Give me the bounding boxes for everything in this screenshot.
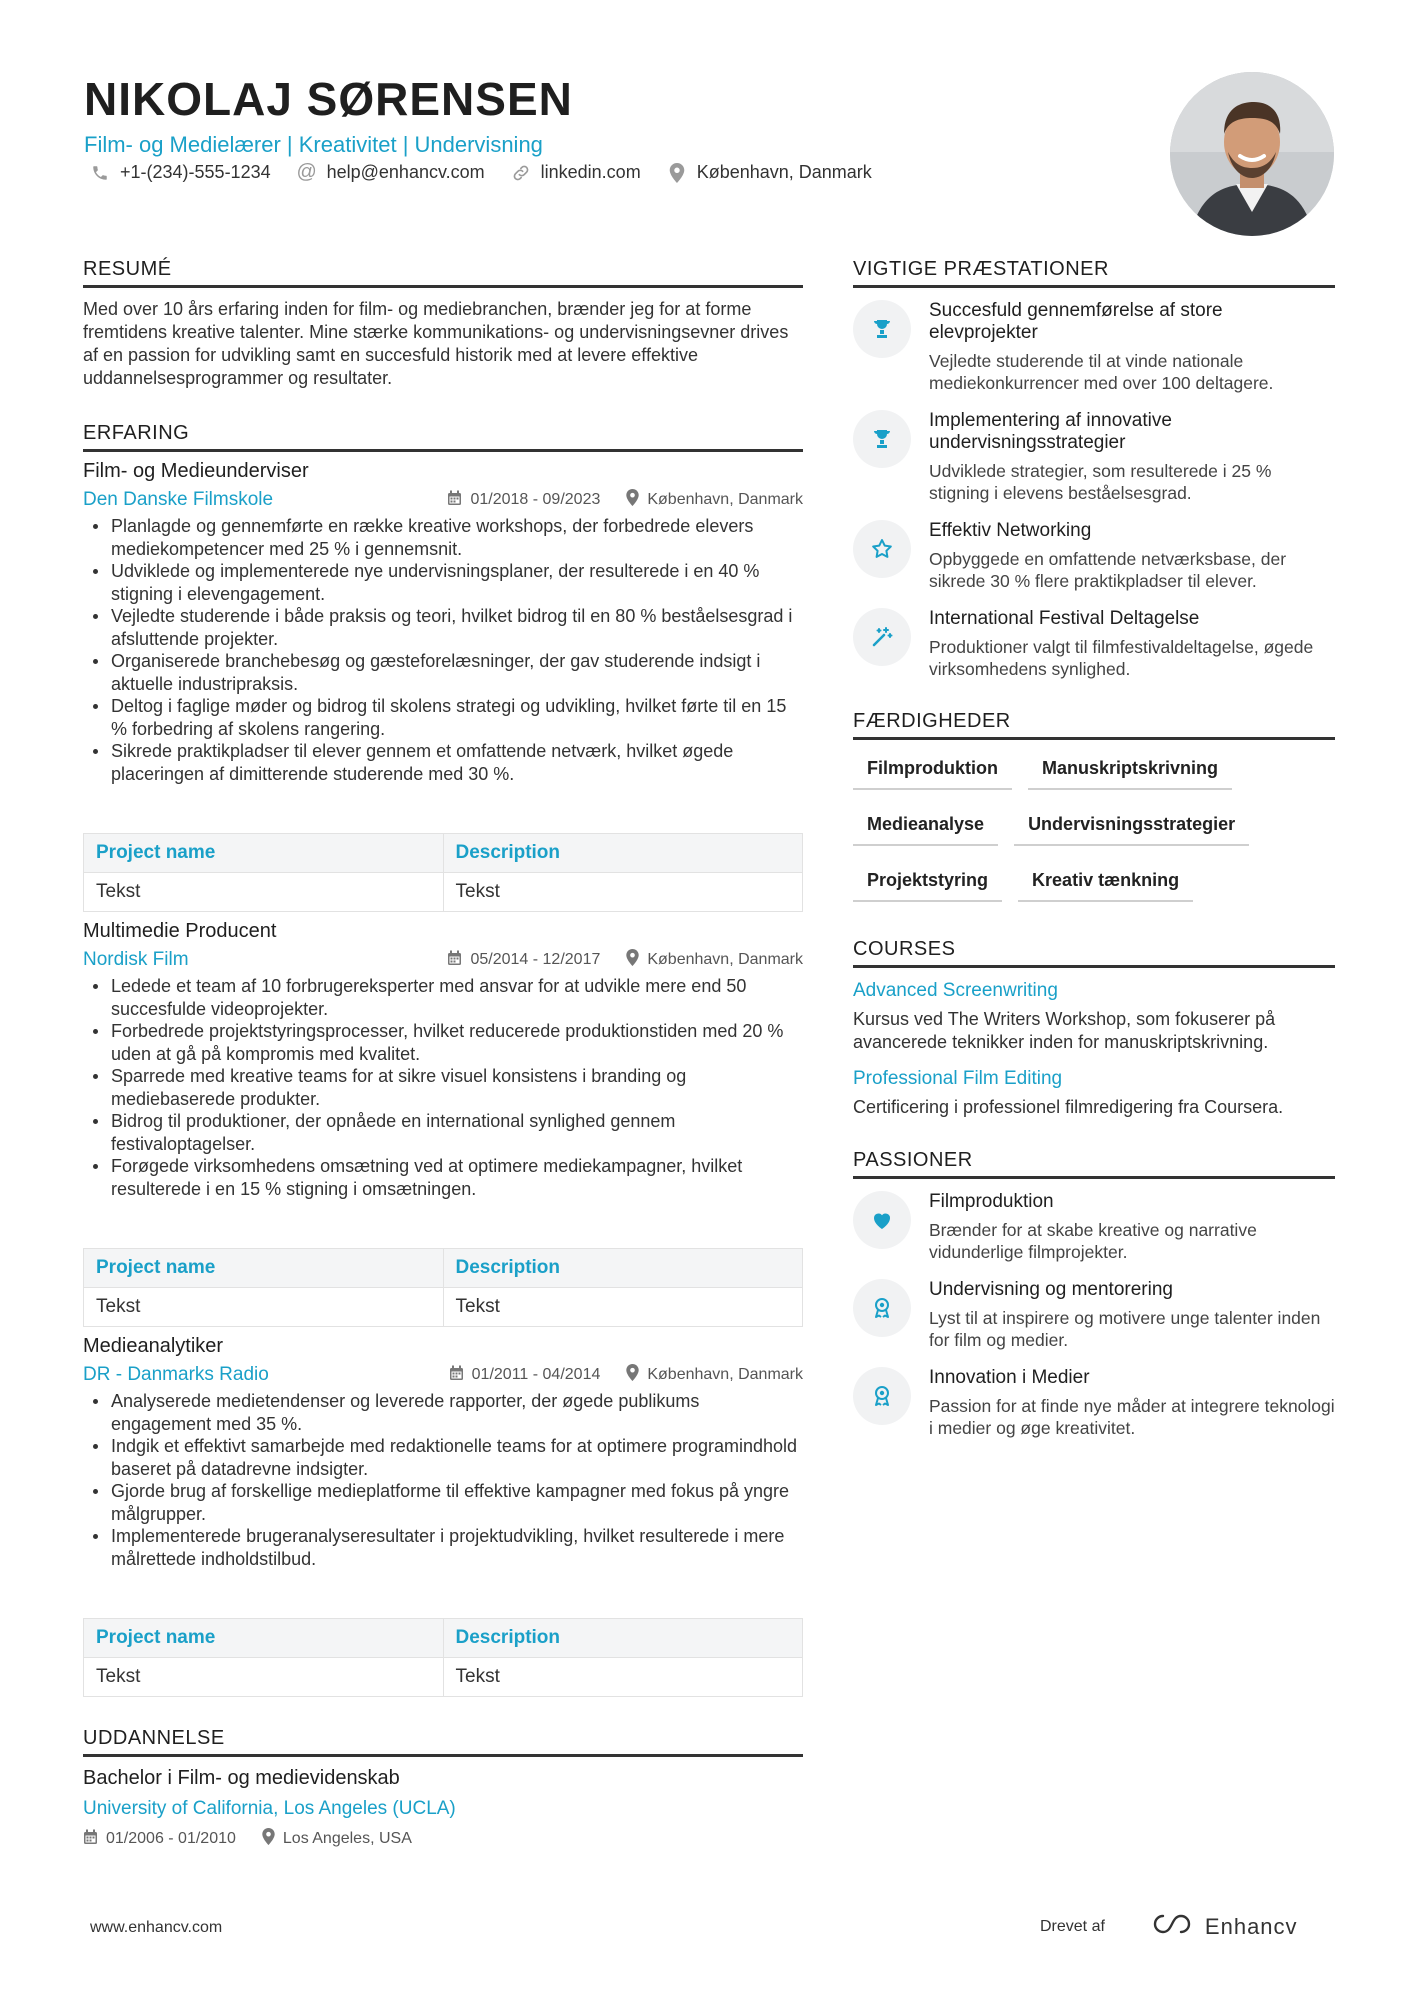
left-column (83, 258, 803, 1850)
job-dates-text: 01/2018 - 09/2023 (470, 491, 601, 508)
passion-desc: Lyst til at inspirere og motivere unge talenter inden for film og medier. (929, 1308, 1321, 1350)
magic-wand-icon (853, 608, 911, 666)
education-location (262, 1828, 412, 1850)
achievement-desc: Opbyggede en omfattende netværksbase, der sikrede 30 % flere praktikpladser til elever. (929, 549, 1287, 591)
project-table-header (84, 1619, 803, 1658)
section-title-passions: PASSIONER (853, 1149, 1335, 1179)
job-bullets (83, 515, 803, 785)
section-title-skills: FÆRDIGHEDER (853, 710, 1335, 740)
job-bullet: Planlagde og gennemførte en række kreative workshops, der forbedrede elevers mediekompetencer med 25 % i gennemsnit. (83, 515, 803, 560)
section-title-education: UDDANNELSE (83, 1727, 803, 1757)
job-role: Medieanalytiker (83, 1335, 224, 1357)
description-header: Description (443, 1619, 803, 1658)
education-meta (83, 1828, 803, 1850)
experience-entry (83, 1335, 803, 1697)
section-title-experience: ERFARING (83, 422, 803, 452)
job-meta (83, 489, 803, 511)
calendar-icon (447, 950, 462, 971)
location-pin-icon (626, 1364, 639, 1386)
location-pin-icon (626, 489, 639, 511)
skills-list (853, 754, 1335, 902)
skill-tag: Manuskriptskrivning (1028, 754, 1232, 790)
achievement-item (853, 608, 1335, 680)
passion-title: Undervisning og mentorering (929, 1279, 1173, 1300)
passion-text (929, 1279, 1335, 1351)
job-bullet: Sparrede med kreative teams for at sikre visuel konsistens i branding og mediebaserede produkter. (83, 1065, 803, 1110)
job-company: Nordisk Film (83, 949, 189, 970)
description-cell: Tekst (443, 873, 803, 912)
contact-phone (90, 162, 271, 183)
job-role: Film- og Medieunderviser (83, 460, 309, 482)
achievement-text (929, 410, 1335, 504)
contact-email[interactable] (297, 162, 485, 183)
job-location-text: København, Danmark (647, 1366, 803, 1383)
course-title: Professional Film Editing (853, 1068, 1063, 1089)
passion-item (853, 1279, 1335, 1351)
footer-brand-area (1040, 1912, 1298, 1942)
course-title: Advanced Screenwriting (853, 980, 1058, 1001)
project-table (83, 1618, 803, 1697)
profile-photo (1170, 72, 1334, 236)
job-dates-text: 01/2011 - 04/2014 (471, 1366, 601, 1383)
passion-item (853, 1367, 1335, 1439)
contact-location (667, 162, 872, 183)
location-pin-icon (262, 1828, 275, 1850)
job-location-text: København, Danmark (647, 491, 803, 508)
passion-item (853, 1191, 1335, 1263)
skill-tag: Kreativ tænkning (1018, 866, 1193, 902)
education-location-text: Los Angeles, USA (282, 1830, 412, 1847)
achievement-item (853, 410, 1335, 504)
job-location-text: København, Danmark (647, 951, 803, 968)
description-header: Description (443, 1249, 803, 1288)
job-bullets (83, 975, 803, 1200)
experience-entry (83, 460, 803, 912)
phone-icon (90, 163, 110, 183)
calendar-icon (83, 1829, 98, 1850)
at-icon: @ (296, 161, 317, 183)
project-name-cell: Tekst (84, 1658, 444, 1697)
achievement-title: International Festival Deltagelse (929, 608, 1200, 629)
footer-website[interactable]: www.enhancv.com (90, 1919, 223, 1936)
link-icon (511, 163, 531, 183)
description-cell: Tekst (443, 1288, 803, 1327)
job-meta-details (447, 949, 803, 971)
heart-icon (853, 1191, 911, 1249)
job-meta-details (449, 1364, 803, 1386)
job-bullet: Organiserede branchebesøg og gæsteforelæsninger, der gav studerende indsigt i aktuelle industripraksis. (83, 650, 803, 695)
project-table (83, 1248, 803, 1327)
award-icon (853, 1367, 911, 1425)
contact-linkedin[interactable] (511, 162, 641, 183)
achievement-text (929, 300, 1335, 394)
job-bullet: Gjorde brug af forskellige medieplatforme til effektive kampagner med fokus på yngre målgrupper. (83, 1480, 803, 1525)
passion-title: Filmproduktion (929, 1191, 1054, 1212)
achievement-title: Effektiv Networking (929, 520, 1092, 541)
skill-tag: Undervisningsstrategier (1014, 810, 1249, 846)
education-dates (83, 1829, 236, 1850)
skill-tag: Projektstyring (853, 866, 1002, 902)
job-dates-text: 05/2014 - 12/2017 (470, 951, 601, 968)
passion-title: Innovation i Medier (929, 1367, 1090, 1388)
star-icon (853, 520, 911, 578)
project-table-header (84, 834, 803, 873)
linkedin-text: linkedin.com (540, 162, 641, 182)
job-bullet: Vejledte studerende i både praksis og teori, hvilket bidrog til en 80 % beståelsesgrad i afsluttende projekter. (83, 605, 803, 650)
contact-bar (90, 162, 872, 183)
enhancv-logo-icon (1149, 1912, 1195, 1942)
calendar-icon (449, 1365, 464, 1386)
experience-entry (83, 920, 803, 1327)
job-bullet: Implementerede brugeranalyseresultater i projektudvikling, hvilket resulterede i mere målrettede indholdstilbud. (83, 1525, 803, 1570)
section-title-achievements: VIGTIGE PRÆSTATIONER (853, 258, 1335, 288)
description-cell: Tekst (443, 1658, 803, 1697)
job-bullet: Forøgede virksomhedens omsætning ved at optimere mediekampagner, hvilket resulterede i en 15 % stigning i omsætningen. (83, 1155, 803, 1200)
passion-desc: Passion for at finde nye måder at integrere teknologi i medier og øge kreativitet. (929, 1396, 1335, 1438)
skill-tag: Medieanalyse (853, 810, 998, 846)
location-text: København, Danmark (696, 162, 872, 182)
job-company: DR - Danmarks Radio (83, 1364, 269, 1385)
job-role: Multimedie Producent (83, 920, 277, 942)
project-table (83, 833, 803, 912)
project-name-header: Project name (84, 834, 444, 873)
job-meta (83, 949, 803, 971)
job-meta-details (447, 489, 803, 511)
phone-text: +1-(234)-555-1234 (120, 162, 271, 182)
job-dates (447, 950, 600, 971)
achievement-text (929, 520, 1335, 592)
achievement-desc: Vejledte studerende til at vinde nationale mediekonkurrencer med over 100 deltagere. (929, 351, 1274, 393)
enhancv-logo[interactable] (1149, 1912, 1298, 1942)
trophy-icon (853, 410, 911, 468)
passion-desc: Brænder for at skabe kreative og narrative vidunderlige filmprojekter. (929, 1220, 1257, 1262)
section-title-resume: RESUMÉ (83, 258, 803, 288)
candidate-headline: Film- og Medielærer | Kreativitet | Undervisning (84, 132, 543, 157)
project-name-header: Project name (84, 1619, 444, 1658)
calendar-icon (447, 490, 462, 511)
job-location (626, 949, 803, 971)
skill-tag: Filmproduktion (853, 754, 1012, 790)
job-location (626, 489, 803, 511)
job-bullets (83, 1390, 803, 1570)
project-name-header: Project name (84, 1249, 444, 1288)
achievement-item (853, 300, 1335, 394)
candidate-name: NIKOLAJ SØRENSEN (84, 73, 573, 125)
passion-text (929, 1367, 1335, 1439)
job-bullet: Ledede et team af 10 forbrugereksperter med ansvar for at udvikle mere end 50 succesfulde videoprojekter. (83, 975, 803, 1020)
education-school: University of California, Los Angeles (UCLA) (83, 1798, 456, 1819)
achievement-title: Implementering af innovative undervisningsstrategier (929, 410, 1172, 453)
course-desc: Certificering i professionel filmredigering fra Coursera. (853, 1097, 1284, 1117)
job-bullet: Analyserede medietendenser og leverede rapporter, der øgede publikums engagement med 35 %. (83, 1390, 803, 1435)
description-header: Description (443, 834, 803, 873)
project-table-header (84, 1249, 803, 1288)
table-row (84, 873, 803, 912)
job-bullet: Deltog i faglige møder og bidrog til skolens strategi og udvikling, hvilket førte til en 15 % forbedring af skolens rangering. (83, 695, 803, 740)
achievement-desc: Produktioner valgt til filmfestivaldeltagelse, øgede virksomhedens synlighed. (929, 637, 1314, 679)
brand-name: Enhancv (1204, 1914, 1298, 1939)
job-location (626, 1364, 803, 1386)
summary-text: Med over 10 års erfaring inden for film- og mediebranchen, brænder jeg for at forme fremtidens kreative talenter. Mine stærke kommunikations- og undervisningsevner drives af en passion for udvikling samt en succesfuld historik med at levere effektive uddannelsesprogrammer og resultater. (83, 299, 789, 388)
award-icon (853, 1279, 911, 1337)
job-bullet: Forbedrede projektstyringsprocesser, hvilket reducerede produktionstiden med 20 % uden at gå på kompromis med kvalitet. (83, 1020, 803, 1065)
job-company: Den Danske Filmskole (83, 489, 274, 510)
right-column (853, 258, 1335, 1439)
table-row (84, 1658, 803, 1697)
job-bullet: Indgik et effektivt samarbejde med redaktionelle teams for at optimere programindhold baseret på datadrevne indsigter. (83, 1435, 803, 1480)
job-meta (83, 1364, 803, 1386)
course-desc: Kursus ved The Writers Workshop, som fokuserer på avancerede teknikker inden for manuskriptskrivning. (853, 1009, 1276, 1052)
education-dates-text: 01/2006 - 01/2010 (106, 1830, 236, 1847)
job-dates (449, 1365, 601, 1386)
powered-by-text: Drevet af (1040, 1918, 1105, 1935)
education-degree: Bachelor i Film- og medievidenskab (83, 1767, 400, 1789)
location-pin-icon (667, 163, 687, 183)
job-bullet: Sikrede praktikpladser til elever gennem et omfattende netværk, hvilket øgede placeringen af dimitterende studerende med 30 %. (83, 740, 803, 785)
email-text: help@enhancv.com (326, 162, 485, 182)
job-bullet: Udviklede og implementerede nye undervisningsplaner, der resulterede i en 40 % stigning i elevengagement. (83, 560, 803, 605)
job-dates (447, 490, 600, 511)
location-pin-icon (626, 949, 639, 971)
job-bullet: Bidrog til produktioner, der opnåede en international synlighed gennem festivaloptagelser. (83, 1110, 803, 1155)
achievement-desc: Udviklede strategier, som resulterede i 25 % stigning i elevens beståelsesgrad. (929, 461, 1272, 503)
table-row (84, 1288, 803, 1327)
achievement-title: Succesfuld gennemførelse af store elevprojekter (929, 300, 1223, 343)
achievement-text (929, 608, 1335, 680)
achievement-item (853, 520, 1335, 592)
trophy-icon (853, 300, 911, 358)
project-name-cell: Tekst (84, 1288, 444, 1327)
section-title-courses: COURSES (853, 938, 1335, 968)
project-name-cell: Tekst (84, 873, 444, 912)
passion-text (929, 1191, 1335, 1263)
